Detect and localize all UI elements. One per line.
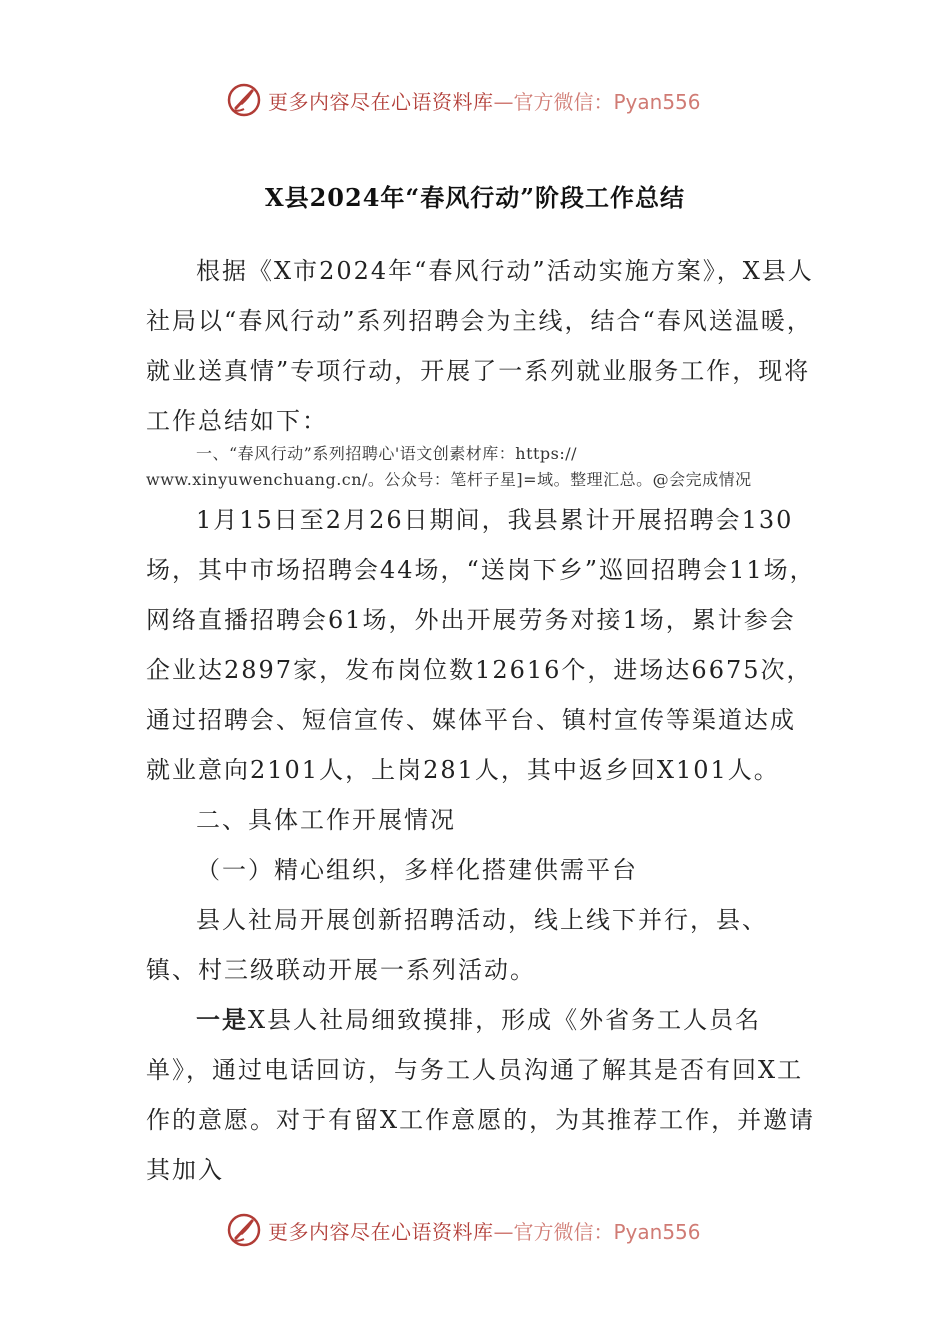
watermark-suffix: —官方微信：Pyan556 xyxy=(493,89,701,114)
watermark-banner-bottom xyxy=(226,1210,746,1250)
section1-note-line2: www.xinyuwenchuang.cn/。公众号：笔杆子星]=域。整理汇总。@会完成情况 xyxy=(146,470,752,489)
section1-note-line1: 一、“春风行动”系列招聘心'语文创素材库：https:// xyxy=(196,444,578,463)
point1-paragraph xyxy=(146,995,816,1195)
point1-text: X县人社局细致摸排，形成《外省务工人员名单》，通过电话回访，与务工人员沟通了解其是否有回X工作的意愿。对于有留X工作意愿的，为其推荐工作，并邀请其加入 xyxy=(146,1006,816,1184)
stats-paragraph: 1月15日至2月26日期间，我县累计开展招聘会130场，其中市场招聘会44场，“送岗下乡”巡回招聘会11场，网络直播招聘会61场，外出开展劳务对接1场，累计参会企业达2897家，发布岗位数12616个，进场达6675次，通过招聘会、短信宣传、媒体平台、镇村宣传等渠道达成就业意向2101人，上岗281人，其中返乡回X101人。 xyxy=(146,506,816,784)
main-content xyxy=(146,495,816,1195)
watermark-text: 更多内容尽在心语资料库 xyxy=(268,1219,494,1244)
quill-logo-icon xyxy=(226,1212,262,1248)
quill-logo-icon xyxy=(226,82,262,118)
note-block xyxy=(146,441,816,493)
watermark-suffix: —官方微信：Pyan556 xyxy=(493,1219,701,1244)
intro-paragraph: 根据《X市2024年“春风行动”活动实施方案》，X县人社局以“春风行动”系列招聘会为主线，结合“春风送温暖，就业送真情”专项行动，开展了一系列就业服务工作，现将工作总结如下： xyxy=(146,257,814,435)
subsection1-heading: （一）精心组织，多样化搭建供需平台 xyxy=(196,856,638,884)
subsection1-paragraph: 县人社局开展创新招聘活动，线上线下并行，县、镇、村三级联动开展一系列活动。 xyxy=(146,906,768,984)
intro-block xyxy=(146,246,816,446)
watermark-text: 更多内容尽在心语资料库 xyxy=(268,89,494,114)
document-title: X县2024年“春风行动”阶段工作总结 xyxy=(264,183,686,212)
section2-heading: 二、具体工作开展情况 xyxy=(196,806,456,834)
point1-lead: 一是 xyxy=(196,1005,248,1034)
watermark-banner-top xyxy=(226,80,746,120)
